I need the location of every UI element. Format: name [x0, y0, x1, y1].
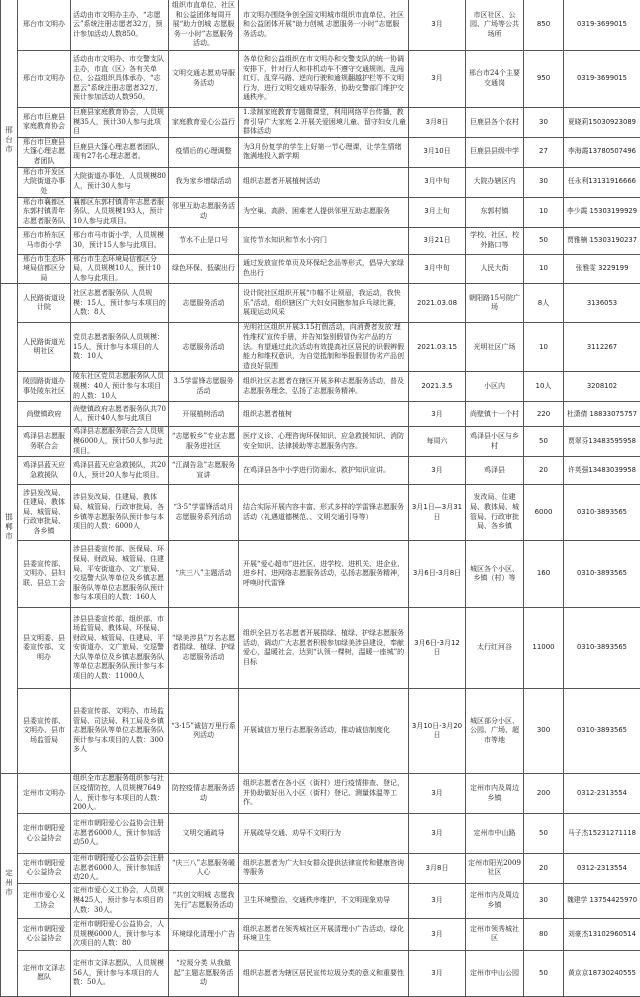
project-cell: 家庭教育爱心公益行	[169, 108, 239, 138]
team-cell: 涉县发改局、住建局、教体局、城管局、行政审批局、各乡镇等志愿服务队预计参与本项目的人数：6000人	[71, 485, 169, 541]
project-cell: 环境绿化清理小广告	[169, 918, 239, 950]
time-cell: 3月	[409, 950, 466, 996]
participants-cell: 8人	[524, 284, 564, 323]
content-cell: 光明社区组织开展3.15打假活动，向消费者发放‘理性维权’宣传手册，并告知鉴别假冒伪劣产品的方法。有望通过此次活动有效提高社区居民的识假辨假能力和维权意识，为自觉抵制和举报假冒伪劣产品创造良好氛围	[239, 323, 409, 372]
content-cell: 1.录制家庭教育专题微课堂，利用网络平台传播，教育引导广大家庭 2.开展关爱困境儿童、留守妇女儿童群体活动	[239, 108, 409, 138]
location-cell: 定州市内及周边乡镇	[466, 774, 524, 814]
project-cell: “3·5”学雷锋活动月志愿服务系列活动	[169, 485, 239, 541]
organizer-cell: 邢台市巨鹿县大篷心理志愿者团队	[18, 137, 71, 167]
organizer-cell: 人民路街道设计院	[18, 284, 71, 323]
organizer-cell: 县委宣传部、文明办、县妇联、县总工会	[18, 541, 71, 608]
contact-cell: 李海霞13780507496	[564, 137, 640, 167]
table-row	[1, 372, 640, 402]
team-cell: 党员志愿者服务队人员规模：15人，预计参与本项目的人数：10人	[71, 323, 169, 372]
time-cell: 3月中旬	[409, 254, 466, 284]
participants-cell: 50	[524, 814, 564, 854]
table-row	[1, 774, 640, 814]
project-cell: “庆三八”志愿服务暖人心	[169, 854, 239, 884]
table-row	[1, 323, 640, 372]
participants-cell: 850	[524, 0, 564, 51]
location-cell: 巨鹿县各个农村	[466, 108, 524, 138]
contact-cell: 3136053	[564, 284, 640, 323]
table-row	[1, 918, 640, 950]
participants-cell: 27	[524, 137, 564, 167]
team-cell: 大院街道办事处，人员规模80人，预计30人参与	[71, 167, 169, 197]
team-cell: 涉县县委宣传部、医保局、环保局、财政局、城管局、住建局、平安街道办、文广旅局、交巡警大队等单位及乡镇志愿服务队等单位志愿服务队预计参与本项目的人数：160人	[71, 541, 169, 608]
participants-cell: 50	[524, 427, 564, 457]
table-row	[1, 197, 640, 227]
organizer-cell: 鸡泽县志愿服务联合会	[18, 427, 71, 457]
time-cell: 3月6日-3月8日	[409, 541, 466, 608]
project-cell: “庆三八”主题活动	[169, 541, 239, 608]
contact-cell: 3208102	[564, 372, 640, 402]
location-cell: 小区内	[466, 372, 524, 402]
time-cell: 3月	[409, 51, 466, 108]
contact-cell: 3112267	[564, 323, 640, 372]
organizer-cell: 邢台市桥东区马市街小学	[18, 227, 71, 254]
contact-cell: 0310-3893565	[564, 541, 640, 608]
table-row	[1, 402, 640, 427]
location-cell: 定州市中山公园	[466, 950, 524, 996]
contact-cell: 魏建学 13754425970	[564, 883, 640, 918]
project-cell: 组织市直单位、社区和公益团体每周开展“助力创城 志愿服务一小时”志愿服务活动。	[169, 0, 239, 51]
contact-cell: 任永利13131916666	[564, 167, 640, 197]
content-cell: 各单位和公益组织在市文明办和交警支队的统一协调安排下，针对行人和非机动车不遵守交通规则、乱闯红灯、乱穿马路、逆向行驶和逾规翻越护栏等不文明行为，进行文明交通劝导服务，协助交警部门维护交通秩序。	[239, 51, 409, 108]
location-cell: 城区部分小区、公园、广场、超市等地	[466, 689, 524, 774]
content-cell: 宣传节水知识和节水小窍门	[239, 227, 409, 254]
contact-cell: 0310-3893565	[564, 608, 640, 689]
table-row	[1, 608, 640, 689]
project-cell: 节水不止是口号	[169, 227, 239, 254]
project-cell: 3.5学雷锋志愿服务活动	[169, 372, 239, 402]
project-cell: “共创文明城 志愿我先行”志愿服务活动	[169, 883, 239, 918]
time-cell: 每周六	[409, 427, 466, 457]
project-cell: 开展植树活动	[169, 402, 239, 427]
project-cell: “垃圾分类 从我做起”主题志愿服务活动	[169, 950, 239, 996]
table-row	[1, 284, 640, 323]
organizer-cell: 邢台市生态环境局信都区分局	[18, 254, 71, 284]
time-cell: 3月中旬	[409, 167, 466, 197]
organizer-cell: 邢台市开发区大院街道办事处	[18, 167, 71, 197]
content-cell: 组织志愿者为辖区居民宣传垃圾分类的意义和重要性	[239, 950, 409, 996]
location-cell: 学校、社区、校外路口等	[466, 227, 524, 254]
project-cell: 志愿服务活动	[169, 323, 239, 372]
organizer-cell: 尚壁镇政府	[18, 402, 71, 427]
contact-cell: 李少霞 15303199929	[564, 197, 640, 227]
content-cell: 组织志愿者植树	[239, 402, 409, 427]
organizer-cell: 陵园路街道办事处陵东社区	[18, 372, 71, 402]
content-cell: 结合实际开展内容丰富、形式多样的学雷锋志愿服务活动（礼遇道德模范、、文明交通引导等）	[239, 485, 409, 541]
table-row	[1, 950, 640, 996]
content-cell: 市文明办围绕争创全国文明城市组织市直单位、社区和公益团体开展“助力创城 志愿服务一小时”志愿服务活动。	[239, 0, 409, 51]
project-cell: 我为家乡增绿活动	[169, 167, 239, 197]
content-cell: 组织全县万名志愿者开展捐绿、植绿、护绿志愿服务活动，调动广大志愿者积极参加绿美涉县建设，奉献爱心，温暖社会，达到“认领一棵树，温暖一座城”的目标	[239, 608, 409, 689]
contact-cell: 黄京京18730240555	[564, 950, 640, 996]
contact-cell: 0319-3699015	[564, 0, 640, 51]
time-cell: 3月21日	[409, 227, 466, 254]
time-cell: 3月8日	[409, 854, 466, 884]
time-cell: 3月	[409, 457, 466, 485]
content-cell: 开展“爱心超市”进社区、进学校、进机关、进企业、进乡村、进网络志愿服务活动，弘扬志愿服务精神，呼唤时代雷锋	[239, 541, 409, 608]
location-cell: 光明社区广场	[466, 323, 524, 372]
content-cell: 为3月份复学的学生上好第一节心理课，让学生情绪饱满地投入新学期	[239, 137, 409, 167]
participants-cell: 30	[524, 167, 564, 197]
content-cell: 组织社区志愿者在辖区开展多种志愿服务活动，普及志愿服务理念，弘扬了志愿服务精神。	[239, 372, 409, 402]
participants-cell: 10	[524, 323, 564, 372]
organizer-cell: 县委宣传部、文明办、县市场监管局	[18, 689, 71, 774]
content-cell: 组织志愿者在各小区（街村）进行疫情排查、登记，并协助做好出入小区（街村）登记、测量体温等工作。	[239, 774, 409, 814]
team-cell: 县委宣传部、文明办、市场监管局、司法局、科工局及乡镇志愿服务队等单位志愿服务队预计参与本项目的人数：300多人	[71, 689, 169, 774]
table-row	[1, 108, 640, 138]
organizer-cell: 涉县发改局、住建局、教体局、城管局、行政审批局、各乡镇	[18, 485, 71, 541]
time-cell: 3月上旬	[409, 197, 466, 227]
time-cell: 2021.03.15	[409, 323, 466, 372]
time-cell: 3月	[409, 814, 466, 854]
location-cell: 东郭村镇	[466, 197, 524, 227]
content-cell: 在鸡泽县各中小学进行防溺水、救护知识宣讲。	[239, 457, 409, 485]
time-cell: 2021.03.08	[409, 284, 466, 323]
team-cell: 鸡泽县蓝天应急救援队，共200人，预计20人参与此项目。	[71, 457, 169, 485]
contact-cell: 许英强13483039958	[564, 457, 640, 485]
region-cell	[1, 774, 18, 997]
table-row	[1, 51, 640, 108]
team-cell: 活动由市文明办主办，“志愿云”系统注册志愿者32万，预计参加活动人数850。	[71, 0, 169, 51]
location-cell: 定州市阳光2009社区	[466, 854, 524, 884]
table-row	[1, 167, 640, 197]
time-cell: 2021.3.5	[409, 372, 466, 402]
participants-cell: 10人	[524, 372, 564, 402]
participants-cell: 50	[524, 227, 564, 254]
organizer-cell: 县文明委、县委宣传部、文明办	[18, 608, 71, 689]
participants-cell: 950	[524, 51, 564, 108]
location-cell: 鸡泽县	[466, 457, 524, 485]
organizer-cell: 定州市爱心义工协会	[18, 883, 71, 918]
team-cell: 社区志愿者服务队 人员规模：15人，预计参与本项目的人数：8人	[71, 284, 169, 323]
team-cell: 陵东社区党员志愿服务队人员规模：40人 预计参与本项目的人数：10人	[71, 372, 169, 402]
project-cell: 志愿服务活动	[169, 284, 239, 323]
project-cell: “3·15”诚信万里行系列活动	[169, 689, 239, 774]
participants-cell: 30	[524, 108, 564, 138]
organizer-cell: 定州市朝阳爱心公益协会	[18, 814, 71, 854]
participants-cell: 11000	[524, 608, 564, 689]
location-cell: 定州市领秀城社区	[466, 918, 524, 950]
team-cell: 活动由市文明办、市交警支队主办，市直（区）各有关单位、公益组织具体承办，“志愿云”系统注册志愿者32万，预计参加活动人数950。	[71, 51, 169, 108]
content-cell: 通过发放宣传单页及环保纪念品等形式，倡导大家绿色出行	[239, 254, 409, 284]
team-cell: 定州市朝阳爱心公益协会注册志愿者6000人，预计参加活动50人。	[71, 814, 169, 854]
table-row	[1, 883, 640, 918]
participants-cell: 30	[524, 883, 564, 918]
contact-cell: 张雅雯 3229199	[564, 254, 640, 284]
time-cell: 3月	[409, 402, 466, 427]
participants-cell: 50	[524, 950, 564, 996]
table-row	[1, 0, 640, 51]
participants-cell: 10	[524, 254, 564, 284]
team-cell: 定州市爱心义工协会，人员规模425人，预计参与本项目的人数：30人。	[71, 883, 169, 918]
participants-cell: 20	[524, 457, 564, 485]
time-cell: 3月10日	[409, 137, 466, 167]
location-cell: 定州市内及周边乡镇	[466, 883, 524, 918]
contact-cell: 0310-3893565	[564, 485, 640, 541]
project-cell: 文明交通疏导	[169, 814, 239, 854]
team-cell: 鸡泽县志愿服务联合会人员规模6000人，预计50人参与此项目。	[71, 427, 169, 457]
contact-cell: 0312-2313554	[564, 774, 640, 814]
project-cell: “江湖告急”志愿服务宣讲	[169, 457, 239, 485]
contact-cell: 刘豪杰13102960514	[564, 918, 640, 950]
content-cell: 开展诚信万里行志愿服务活动，推动诚信制度化	[239, 689, 409, 774]
location-cell: 市区社区、公园、广场等公共场所	[466, 0, 524, 51]
project-cell: “绿美涉县”万名志愿者捐绿、植绿、护绿志愿服务活动	[169, 608, 239, 689]
participants-cell: 6000	[524, 485, 564, 541]
team-cell: 邢台市马市街小学，人员规模30，预计15人参与此项目。	[71, 227, 169, 254]
contact-cell: 贾翠芬13483595958	[564, 427, 640, 457]
table-row	[1, 427, 640, 457]
organizer-cell: 鸡泽县蓝天应急救援队	[18, 457, 71, 485]
project-cell: 文明交通志愿劝导服务活动	[169, 51, 239, 108]
contact-cell: 贾雅楠 15303190237	[564, 227, 640, 254]
organizer-cell: 邢台市文明办	[18, 51, 71, 108]
organizer-cell: 邢台市文明办	[18, 0, 71, 51]
team-cell: 邢台市生态环境局信都区分局，人员规模10人，预计10人参与此项目。	[71, 254, 169, 284]
location-cell: 巨鹿县县级中学	[466, 137, 524, 167]
content-cell: 组织志愿者在领秀城社区开展清理小广告活动，绿化环境卫生	[239, 918, 409, 950]
content-cell: 开展疏导交通、劝导不文明行为	[239, 814, 409, 854]
time-cell: 3月	[409, 774, 466, 814]
participants-cell: 160	[524, 541, 564, 608]
project-cell: “志愿板乡”专业志愿服务进社区	[169, 427, 239, 457]
organizer-cell: 定州市朝阳爱心公益协会	[18, 854, 71, 884]
region-cell	[1, 284, 18, 774]
team-cell: 定州市文泽志愿队，人员规模56人，预计参与本项目的人数：50人。	[71, 950, 169, 996]
table-row	[1, 457, 640, 485]
participants-cell: 200	[524, 774, 564, 814]
participants-cell: 20	[524, 854, 564, 884]
table-row	[1, 854, 640, 884]
organizer-cell: 定州市文泽志愿队	[18, 950, 71, 996]
project-cell: 绿色环保、低碳出行	[169, 254, 239, 284]
content-cell: 医疗义诊、心理咨询环保知识、应急救援知识、消防安全知识、法律援助等志愿服务内容。	[239, 427, 409, 457]
content-cell: 设计院社区组织开展“巾帼不让须眉，我运动，我快乐”活动，组织辖区广大妇女同胞参加乒乓球比赛，展现运动风采	[239, 284, 409, 323]
content-cell: 组织志愿者为广大妇女群众提供法律宣传和健康咨询等服务	[239, 854, 409, 884]
contact-cell: 杜潇倩 18833075757	[564, 402, 640, 427]
location-cell: 大院办辖区内	[466, 167, 524, 197]
participants-cell: 220	[524, 402, 564, 427]
region-cell	[1, 0, 18, 284]
contact-cell: 0310-3893565	[564, 689, 640, 774]
organizer-cell: 邢台市襄都区东郭村镇青年志愿者服务队	[18, 197, 71, 227]
location-cell: 太行红河谷	[466, 608, 524, 689]
location-cell: 城区各个小区、乡镇（村）等	[466, 541, 524, 608]
location-cell: 邢台市24个主要交通岗	[466, 51, 524, 108]
participants-cell: 10	[524, 197, 564, 227]
team-cell: 定州市朝阳爱心公益协会，人员规模6000人，预计参与本次项目的人数：80	[71, 918, 169, 950]
content-cell: 组织志愿者开展植树活动	[239, 167, 409, 197]
content-cell: 卫生环境整治，交通秩序维护，不文明现象劝导	[239, 883, 409, 918]
region-label: 邯郸市	[4, 513, 15, 542]
organizer-cell: 定州市文明办	[18, 774, 71, 814]
team-cell: 尚壁镇政府志愿者服务队共70人，预计40人参与此项目	[71, 402, 169, 427]
contact-cell: 0319-3699015	[564, 51, 640, 108]
region-label: 定州市	[4, 869, 15, 898]
location-cell: 发改局、住建局、教体局、城管局、行政审批局、各乡镇	[466, 485, 524, 541]
participants-cell: 300	[524, 689, 564, 774]
location-cell: 尚壁镇十一个村	[466, 402, 524, 427]
team-cell: 涉县县委宣传部、组织部、市场监管局、教体局、环保局、财政局、城管局、住建局、平安街道办、文广旅局、交巡警大队等单位及乡镇志愿服务队等单位志愿服务队预计参与本项目的人数：11000人	[71, 608, 169, 689]
team-cell: 定州市朝阳爱心公益协会注册志愿者6000人，预计参加活动20人。	[71, 854, 169, 884]
time-cell: 3月6日-3月12日	[409, 608, 466, 689]
contact-cell: 夏晓莉15030923089	[564, 108, 640, 138]
contact-cell: 0312-2313554	[564, 854, 640, 884]
contact-cell: 马子杰15231271118	[564, 814, 640, 854]
time-cell: 3月	[409, 0, 466, 51]
organizer-cell: 人民路街道光明社区	[18, 323, 71, 372]
team-cell: 襄都区东郭村镇青年志愿者服务队，人员规模193人，预计10人参与此项目。	[71, 197, 169, 227]
content-cell: 为空巢、高龄、困难老人提供邻里互助志愿服务	[239, 197, 409, 227]
time-cell: 3月1日—3月31日	[409, 485, 466, 541]
project-cell: 邻里互助志愿服务活动	[169, 197, 239, 227]
location-cell: 鸡泽县小区与乡村	[466, 427, 524, 457]
time-cell: 3月	[409, 883, 466, 918]
organizer-cell: 定州市朝阳爱心公益协会	[18, 918, 71, 950]
team-cell: 巨鹿县大篷心理志愿者团队，现有27名心理志愿者。	[71, 137, 169, 167]
table-row	[1, 485, 640, 541]
table-row	[1, 137, 640, 167]
location-cell: 朝阳路15号院广场	[466, 284, 524, 323]
location-cell: 定州市中山路	[466, 814, 524, 854]
time-cell: 3月8日	[409, 108, 466, 138]
team-cell: 组织全市志愿服务组织参与社区疫情防控，人员规模7649人，预计参与本项目的人数：200人。	[71, 774, 169, 814]
organizer-cell: 邢台市巨鹿县家庭教育协会	[18, 108, 71, 138]
participants-cell: 80	[524, 918, 564, 950]
time-cell: 3月	[409, 918, 466, 950]
location-cell: 人民大街	[466, 254, 524, 284]
project-cell: 防控疫情志愿服务活动	[169, 774, 239, 814]
project-cell: 疫情后的心理调整	[169, 137, 239, 167]
table-row	[1, 814, 640, 854]
table-row	[1, 689, 640, 774]
time-cell: 3月10日-3月20日	[409, 689, 466, 774]
table-row	[1, 254, 640, 284]
table-row	[1, 227, 640, 254]
table-row	[1, 541, 640, 608]
region-label: 邢台市	[4, 126, 15, 155]
team-cell: 巨鹿县家庭教育协会，人员规模35人，预计30人参与此项目	[71, 108, 169, 138]
